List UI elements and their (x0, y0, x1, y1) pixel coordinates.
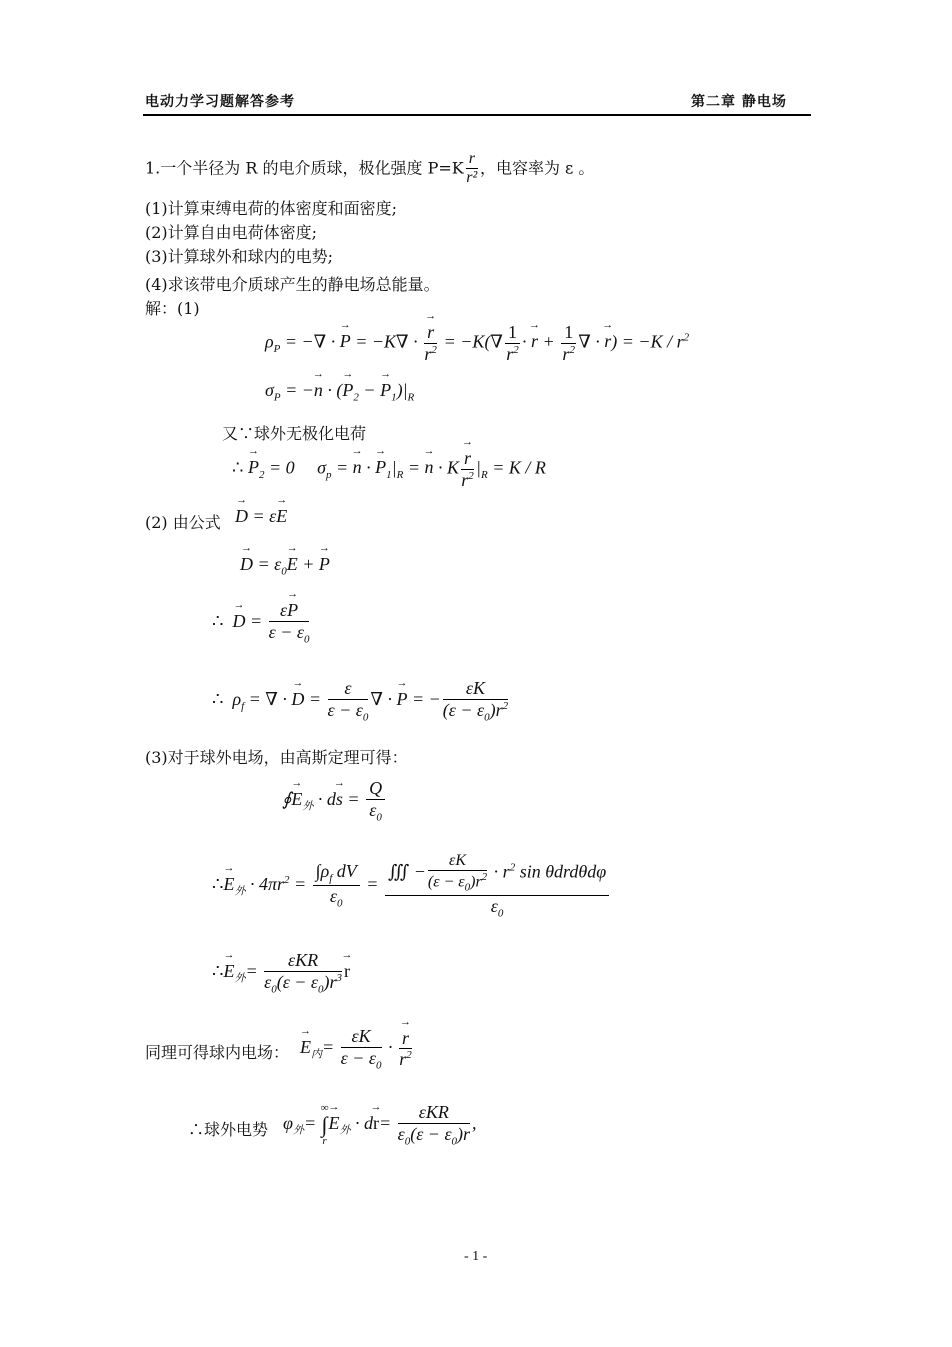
equation-d-sum: → $D = \varepsilon_0\to E$ + → P (240, 554, 330, 578)
again-text: 又∵球外无极化电荷 (222, 424, 367, 443)
equation-gauss-law: ∮→ $E_外 \cdot d\to s$ = $\frac{Q}{\varepsilon_0}$ (282, 778, 387, 824)
fraction-numerator: r (466, 150, 478, 169)
fraction-denominator: r² (466, 169, 478, 187)
equation-bound-volume-density: $\rho_P$ = −∇ · → P = −K∇ · → $\frac{r}{r^2}$ = −K(∇ $\frac{1}{r^2}$ · → r + $\frac{1}{r^2}$ ∇ · → $r) = -K / r^2$ (265, 322, 689, 364)
equation-surface-result: ∴ → $P_2 = 0$ $\sigma_p$ = → n · → $P_1|_R$ = → n · K → $\frac{r}{r^2}$ $|_R = K / R$ (232, 448, 546, 490)
equation-potential-outside: $\varphi_外=$ ∞ ∫ r → $E_外 \cdot d\to r=$ $\frac{\text{εKR}}{\varepsilon_0(\varepsilon - \varepsilon_0)r}$ , (283, 1102, 477, 1148)
problem-item-4: (4)求该带电介质球产生的静电场总能量。 (145, 275, 440, 294)
page-number: - 1 - (464, 1249, 488, 1264)
solution-label: 解：(1) (145, 299, 200, 318)
equation-e-outside: ∴→ $E_外=$ $\frac{\text{εKR}}{\varepsilon_0(\varepsilon - \varepsilon_0)r^3}$ → r (212, 950, 350, 996)
header-left: 电动力学习题解答参考 (145, 94, 295, 110)
equation-e-inside: → $E_内=$ $\frac{\varepsilon K}{\varepsilon - \varepsilon_0}$ · → $\frac{r}{r^2}$ (300, 1026, 414, 1072)
equation-d-eps-e: → D = ε→ E (235, 506, 287, 527)
problem-item-1: (1)计算束缚电荷的体密度和面密度; (145, 199, 398, 218)
part3-text: (3)对于球外电场，由高斯定理可得： (145, 748, 408, 767)
part2-label: (2) 由公式 (145, 513, 221, 532)
inside-text: 同理可得球内电场： (145, 1043, 290, 1062)
problem-item-2: (2)计算自由电荷体密度; (145, 223, 318, 242)
statement-fraction (466, 150, 478, 188)
problem-item-3: (3)计算球外和球内的电势; (145, 247, 334, 266)
statement-part-a: 1.一个半径为 R 的电介质球，极化强度 P=K (145, 158, 464, 178)
header-rule (143, 114, 811, 116)
potential-text: ∴球外电势 (188, 1120, 269, 1139)
statement-part-b: ，电容率为 ε 。 (479, 158, 595, 178)
equation-bound-surface-density: $\sigma_P$ = −→ n · (→ $P_2$ − → $P_1)|_R$ (265, 380, 414, 404)
header-right: 第二章 静电场 (691, 94, 787, 110)
equation-d-result: ∴ → D = $\frac{\varepsilon\to P}{\varepsilon - \varepsilon_0}$ (212, 600, 311, 646)
equation-free-density: ∴ $\rho_f$ = ∇ · → D = $\frac{\varepsilon}{\varepsilon - \varepsilon_0}$ ∇ · → P = − $\frac{\varepsilon K}{(\varepsilon - \varepsilon_0)r^2}$ (212, 678, 510, 724)
problem-statement (145, 150, 594, 188)
equation-gauss-integral: ∴→ $E_外 \cdot 4\pi r^2$ = $\frac{\int\rho_f dV}{\varepsilon_0}$ = ∭ − $\frac{\varepsilon K}{(\varepsilon - \varepsilon_0)r^2}$ · $r^2$ sin θdrdθdφ $\varepsilon_0$ (212, 852, 611, 920)
